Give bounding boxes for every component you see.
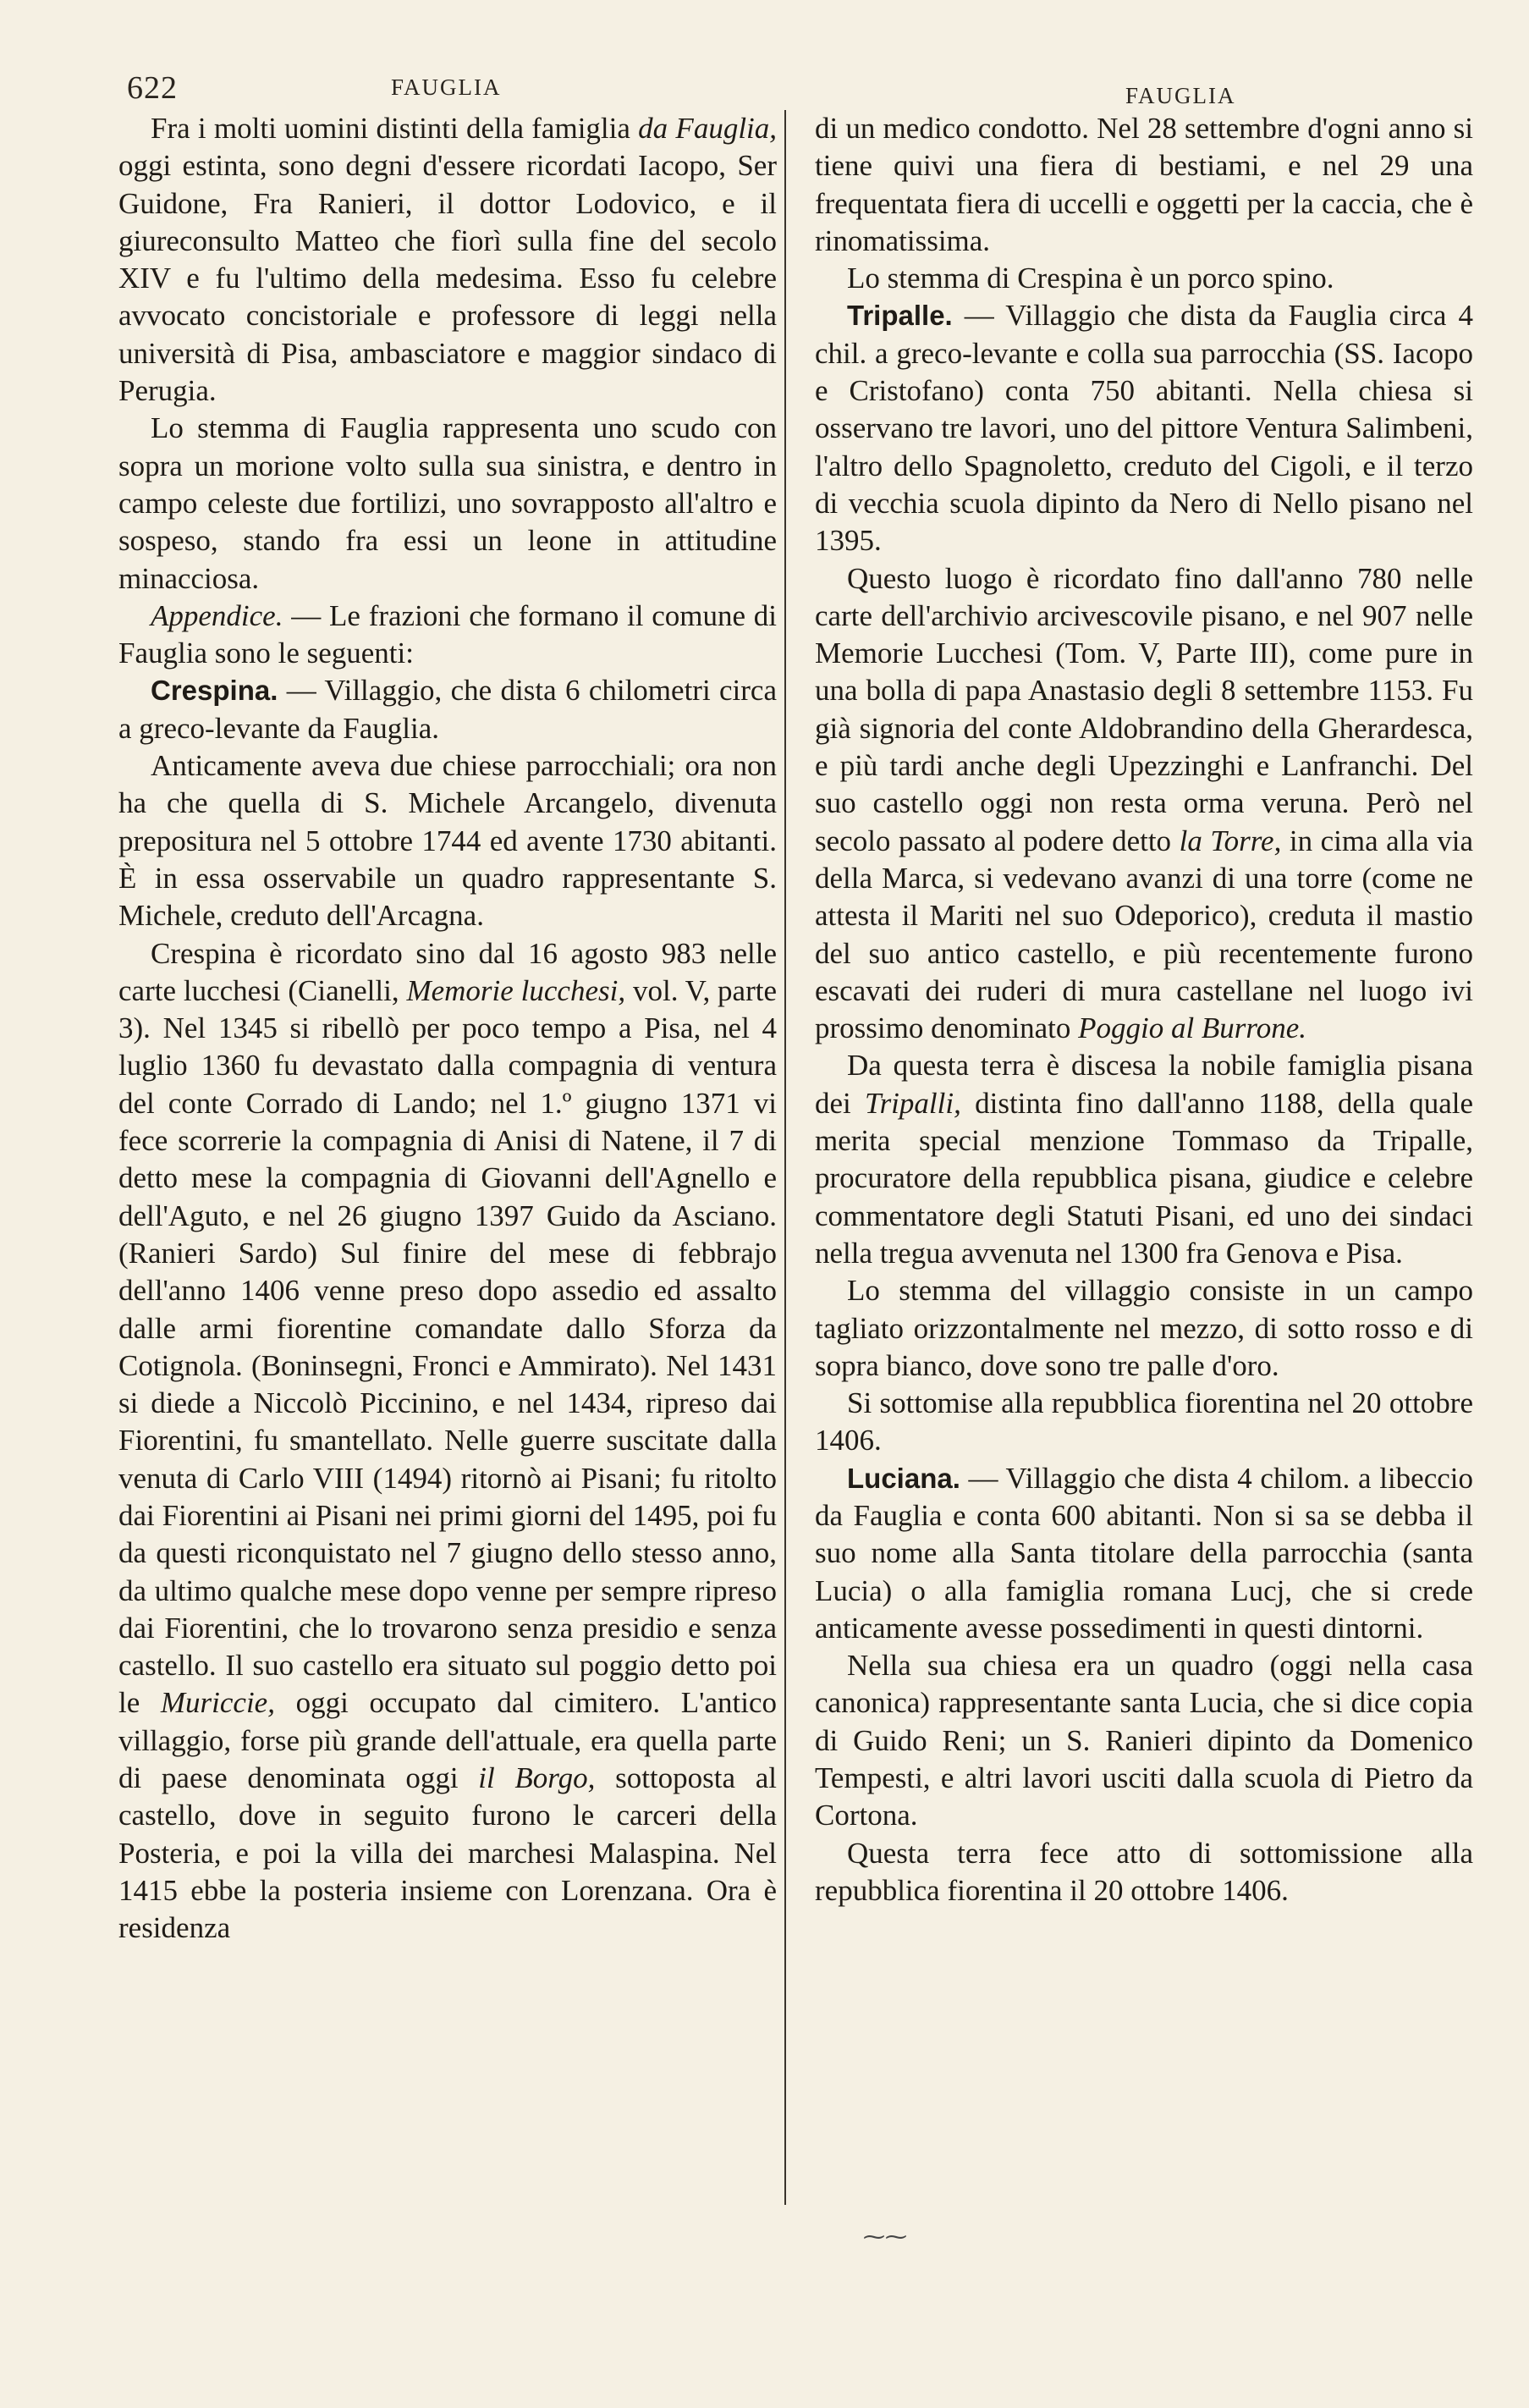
running-header	[0, 69, 1529, 112]
paragraph-appendice: Appendice. — Le frazioni che formano il comune di Fauglia sono le seguenti:	[118, 598, 777, 670]
end-ornament: ⁓⁓	[863, 2224, 907, 2250]
paragraph-tripalli-famiglia: Da questa terra è discesa la nobile famiglia pisana dei Tripalli, distinta fino dall'anno 1188, della quale merita special menzione Tommaso da Tripalle, procuratore della repubblica pisana, giudice e celebre commentatore degli Statuti Pisani, ed uno dei sindaci nella tregua avvenuta nel 1300 fra Genova e Pisa.	[815, 1049, 1473, 1270]
left-column	[118, 110, 777, 1948]
paragraph-crespina-chiese: Anticamente aveva due chiese parrocchiali; ora non ha che quella di S. Michele Arcangelo, divenuta prepositura nel 5 ottobre 1744 ed avente 1730 abitanti. È in essa osservabile un quadro rappresentante S. Michele, creduto dell'Arcagna.	[118, 749, 777, 933]
entry-heading-tripalle: Tripalle.	[847, 300, 953, 332]
paragraph-tripalle-sottomissione: Si sottomise alla repubblica fiorentina nel 20 ottobre 1406.	[815, 1386, 1473, 1457]
entry-heading-crespina: Crespina.	[151, 675, 278, 707]
paragraph-stemma-tripalle: Lo stemma del villaggio consiste in un campo tagliato orizzontalmente nel mezzo, di sotto rosso e di sopra bianco, dove sono tre palle d'oro.	[815, 1274, 1473, 1382]
paragraph-crespina-fiere: di un medico condotto. Nel 28 settembre d'ogni anno si tiene quivi una fiera di bestiami, e nel 29 una frequentata fiera di uccelli e oggetti per la caccia, che è rinomatissima.	[815, 112, 1473, 257]
page-number: 622	[127, 70, 178, 106]
right-column	[815, 110, 1473, 1909]
paragraph-crespina-storia: Crespina è ricordato sino dal 16 agosto 983 nelle carte lucchesi (Cianelli, Memorie lucchesi, vol. V, parte 3). Nel 1345 si ribellò per poco tempo a Pisa, nel 4 luglio 1360 fu devastato dalla compagnia di ventura del conte Corrado di Lando; nel 1.º giugno 1371 vi fece scorrerie la compagnia di Anisi di Natene, il 7 di detto mese la compagnia di Giovanni dell'Agnello e dell'Aguto, e nel 26 giugno 1397 Guido da Asciano. (Ranieri Sardo) Sul finire del mese di febbrajo dell'anno 1406 venne preso dopo assedio ed assalto dalle armi fiorentine comandate dallo Sforza da Cotignola. (Boninsegni, Fronci e Ammirato). Nel 1431 si diede a Niccolò Piccinino, e nel 1434, ripreso dai Fiorentini, fu smantellato. Nelle guerre suscitate dalla venuta di Carlo VIII (1494) ritornò ai Pisani; fu ritolto dai Fiorentini ai Pisani nei primi giorni del 1495, poi fu da questi riconquistato nel 7 giugno dello stesso anno, da ultimo qualche mese dopo venne per sempre ripreso dai Fiorentini, che lo trovarono senza presidio e senza castello. Il suo castello era situato sul poggio detto poi le Muriccie, oggi occupato dal cimitero. L'antico villaggio, forse più grande dell'attuale, era quella parte di paese denominata oggi il Borgo, sottoposta al castello, dove in seguito furono le carceri della Posteria, e poi la villa dei marchesi Malaspina. Nel 1415 ebbe la posteria insieme con Lorenzana. Ora è residenza	[118, 936, 777, 1945]
paragraph-tripalle-storia: Questo luogo è ricordato fino dall'anno 780 nelle carte dell'archivio arcivescovile pisano, e nel 907 nelle Memorie Lucchesi (Tom. V, Parte III), come pure in una bolla di papa Anastasio degli 8 settembre 1153. Fu già signoria del conte Aldobrandino della Gherardesca, e più tardi anche degli Upezzinghi e Lanfranchi. Del suo castello oggi non resta orma veruna. Però nel secolo passato al podere detto la Torre, in cima alla via della Marca, si vedevano avanzi di una torre (come ne attesta il Mariti nel suo Odeporico), creduta il mastio del suo antico castello, e più recentemente furono escavati dei ruderi di mura castellane nel luogo ivi prossimo denominato Poggio al Burrone.	[815, 561, 1473, 1045]
running-title-left: FAUGLIA	[391, 74, 502, 100]
paragraph-stemma-crespina: Lo stemma di Crespina è un porco spino.	[847, 262, 1334, 295]
paragraph-crespina-intro: Crespina. — Villaggio, che dista 6 chilometri circa a greco-levante da Fauglia.	[118, 674, 777, 745]
paragraph-tripalle-intro: Tripalle. — Villaggio che dista da Fauglia circa 4 chil. a greco-levante e colla sua parrocchia (SS. Iacopo e Cristofano) conta 750 abitanti. Nella chiesa si osservano tre lavori, uno del pittore Ventura Salimbeni, l'altro dello Spagnoletto, creduto del Cigoli, e il terzo di vecchia scuola dipinto da Nero di Nello pisano nel 1395.	[815, 299, 1473, 558]
paragraph-famiglia: Fra i molti uomini distinti della famiglia da Fauglia, oggi estinta, sono degni d'essere ricordati Iacopo, Ser Guidone, Fra Ranieri, il dottor Lodovico, e il giureconsulto Matteo che fiorì sulla fine del secolo XIV e fu l'ultimo della medesima. Esso fu celebre avvocato concistoriale e professore di leggi nella università di Pisa, ambasciatore e maggior sindaco di Perugia.	[118, 112, 778, 408]
column-divider	[784, 110, 786, 2205]
paragraph-luciana-sottomissione: Questa terra fece atto di sottomissione alla repubblica fiorentina il 20 ottobre 1406.	[815, 1836, 1473, 1907]
paragraph-stemma-fauglia: Lo stemma di Fauglia rappresenta uno scudo con sopra un morione volto sulla sua sinistra, e dentro in campo celeste due fortilizi, uno sovrapposto all'altro e sospeso, stando fra essi un leone in attitudine minacciosa.	[118, 411, 777, 595]
entry-heading-luciana: Luciana.	[847, 1462, 960, 1494]
paragraph-luciana-chiesa: Nella sua chiesa era un quadro (oggi nella casa canonica) rappresentante santa Lucia, che si dice copia di Guido Reni; un S. Ranieri dipinto da Domenico Tempesti, e altri lavori usciti dalla scuola di Pietro da Cortona.	[815, 1649, 1473, 1832]
running-title-right: FAUGLIA	[1125, 83, 1236, 108]
paragraph-luciana-intro: Luciana. — Villaggio che dista 4 chilom. a libeccio da Fauglia e conta 600 abitanti. Non si sa se debba il suo nome alla Santa titolare della parrocchia (santa Lucia) o alla famiglia romana Lucj, che si crede anticamente avesse possedimenti in questi dintorni.	[815, 1461, 1473, 1645]
